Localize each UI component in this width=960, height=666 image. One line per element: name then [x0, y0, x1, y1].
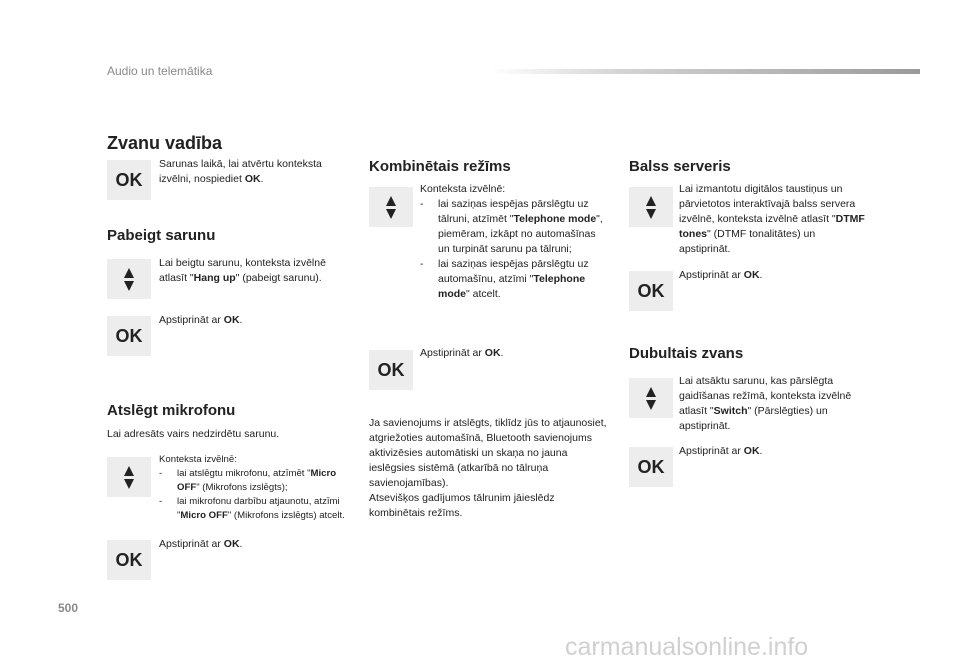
ok-key-icon: OK — [107, 160, 151, 200]
intro-text: Sarunas laikā, lai atvērtu konteksta izvēlni, nospiediet OK. — [159, 158, 322, 185]
mute-menu-label: Konteksta izvēlnē: — [159, 454, 237, 465]
header-gradient-bar — [490, 69, 920, 74]
up-down-arrows-icon — [369, 187, 413, 227]
voice-confirm: Apstiprināt ar OK. — [679, 269, 763, 281]
mute-intro: Lai adresāts vairs nedzirdētu sarunu. — [107, 428, 280, 440]
ok-key-icon: OK — [629, 447, 673, 487]
double-call-text: Lai atsāktu sarunu, kas pārslēgta gaidīšanas režīmā, konteksta izvēlnē atlasīt "Switch" (Pārslēgties) un apstiprināt. — [679, 375, 852, 432]
list-item: - lai atslēgtu mikrofonu, atzīmēt "Micro OFF" (Mikrofons izslēgts); — [159, 468, 337, 493]
voice-server-heading: Balss serveris — [629, 158, 731, 175]
voice-server-text: Lai izmantotu digitālos taustiņus un pārvietotos interaktīvajā balss servera izvēlnē, konteksta izvēlnē atlasīt "DTMF tones" (DTMF tonalitātes) un apstiprināt. — [679, 183, 865, 255]
combined-mode-heading: Kombinētais režīms — [369, 158, 511, 175]
hangup-confirm: Apstiprināt ar OK. — [159, 314, 243, 326]
up-down-arrows-icon — [629, 187, 673, 227]
double-call-heading: Dubultais zvans — [629, 345, 744, 362]
watermark: carmanualsonline.info — [565, 633, 809, 661]
list-item: - lai mikrofonu darbību atjaunotu, atzīmi "Micro OFF" (Mikrofons izslēgts) atcelt. — [159, 496, 345, 521]
up-down-arrows-icon — [107, 457, 151, 497]
up-down-arrows-icon — [107, 259, 151, 299]
hangup-heading: Pabeigt sarunu — [107, 227, 216, 244]
mute-menu — [159, 453, 353, 523]
mute-confirm: Apstiprināt ar OK. — [159, 538, 243, 550]
ok-key-icon: OK — [107, 540, 151, 580]
combined-confirm: Apstiprināt ar OK. — [420, 347, 504, 359]
page-number: 500 — [58, 601, 79, 615]
ok-key-icon: OK — [629, 271, 673, 311]
hangup-text: Lai beigtu sarunu, konteksta izvēlnē atlasīt "Hang up" (pabeigt sarunu). — [159, 257, 326, 284]
section-header: Audio un telemātika — [107, 64, 213, 78]
list-item: - lai saziņas iespējas pārslēgtu uz tālruni, atzīmēt "Telephone mode", piemēram, izkāpt no automašīnas un turpināt sarunu pa tālruni; — [420, 198, 603, 255]
list-item: - lai saziņas iespējas pārslēgtu uz automašīnu, atzīmi "Telephone mode" atcelt. — [420, 258, 589, 300]
ok-key-icon: OK — [369, 350, 413, 390]
ok-key-icon: OK — [107, 316, 151, 356]
combined-menu-label: Konteksta izvēlnē: — [420, 183, 506, 195]
combined-note: Ja savienojums ir atslēgts, tiklīdz jūs to atjaunosiet, atgriežoties automašīnā, Bluetooth savienojums aktivizēsies automātiski un skaņa no jauna ieslēgsies sistēmā (atkarībā no tālruņa savienojamības). Atsevišķos gadījumos tālrunim jāieslēdz kombinētais režīms. — [369, 417, 607, 519]
double-confirm: Apstiprināt ar OK. — [679, 445, 763, 457]
page-title: Zvanu vadība — [107, 133, 223, 153]
up-down-arrows-icon — [629, 378, 673, 418]
combined-mode-menu — [420, 182, 610, 302]
mute-heading: Atslēgt mikrofonu — [107, 402, 236, 419]
